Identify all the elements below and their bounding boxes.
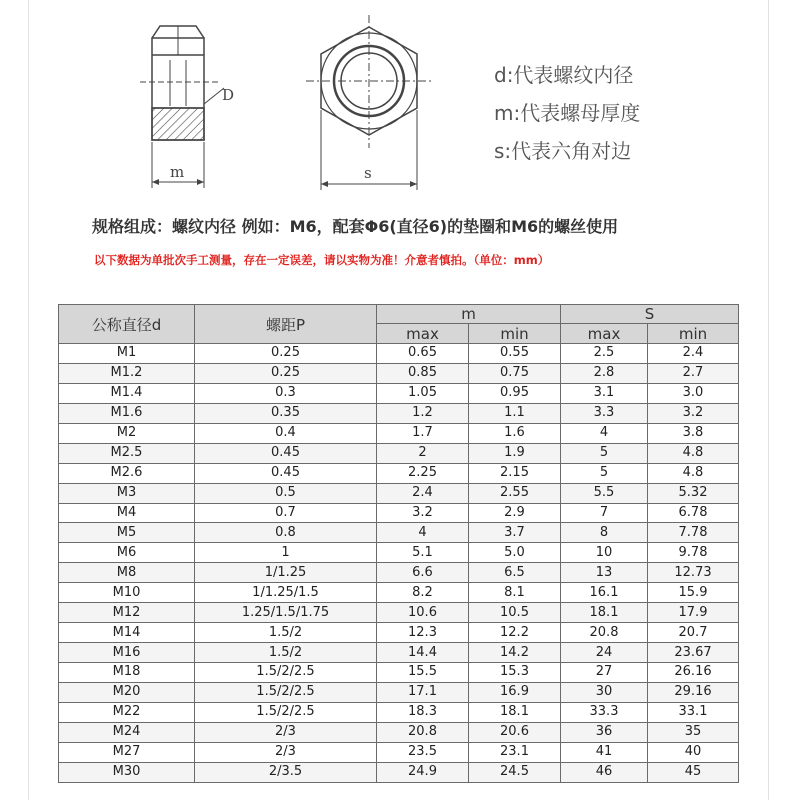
cell-m-min: 0.55 xyxy=(469,344,561,364)
label-m: m xyxy=(170,163,185,181)
cell-s-min: 9.78 xyxy=(648,543,739,563)
cell-m-min: 1.1 xyxy=(469,403,561,423)
cell-s-max: 27 xyxy=(561,663,648,683)
cell-pitch: 0.35 xyxy=(195,403,377,423)
cell-pitch: 1.5/2 xyxy=(195,643,377,663)
cell-diameter: M24 xyxy=(59,722,195,742)
cell-m-max: 8.2 xyxy=(377,583,469,603)
cell-s-min: 33.1 xyxy=(648,702,739,722)
label-s: s xyxy=(364,164,372,182)
cell-m-max: 1.7 xyxy=(377,423,469,443)
cell-s-max: 33.3 xyxy=(561,702,648,722)
cell-m-min: 24.5 xyxy=(469,762,561,782)
cell-diameter: M1.4 xyxy=(59,383,195,403)
cell-s-max: 13 xyxy=(561,563,648,583)
cell-s-max: 8 xyxy=(561,523,648,543)
cell-pitch: 1 xyxy=(195,543,377,563)
cell-s-min: 45 xyxy=(648,762,739,782)
hex-nut-diagrams xyxy=(0,0,800,200)
cell-m-max: 1.05 xyxy=(377,383,469,403)
cell-diameter: M2.6 xyxy=(59,463,195,483)
table-row xyxy=(59,663,739,683)
cell-m-min: 1.6 xyxy=(469,423,561,443)
cell-s-max: 5 xyxy=(561,463,648,483)
table-row xyxy=(59,344,739,364)
header-s-min: min xyxy=(648,324,739,344)
header-m-max: max xyxy=(377,324,469,344)
cell-s-max: 3.3 xyxy=(561,403,648,423)
cell-s-min: 23.67 xyxy=(648,643,739,663)
cell-diameter: M27 xyxy=(59,742,195,762)
cell-diameter: M4 xyxy=(59,503,195,523)
cell-s-max: 24 xyxy=(561,643,648,663)
cell-s-max: 4 xyxy=(561,423,648,443)
cell-m-max: 4 xyxy=(377,523,469,543)
cell-diameter: M16 xyxy=(59,643,195,663)
table-row xyxy=(59,643,739,663)
cell-s-max: 18.1 xyxy=(561,603,648,623)
cell-pitch: 1.5/2/2.5 xyxy=(195,702,377,722)
cell-s-min: 3.0 xyxy=(648,383,739,403)
legend-m: m:代表螺母厚度 xyxy=(494,101,641,125)
table-row xyxy=(59,503,739,523)
cell-pitch: 1.5/2 xyxy=(195,623,377,643)
table-row xyxy=(59,423,739,443)
cell-s-min: 35 xyxy=(648,722,739,742)
table-row xyxy=(59,742,739,762)
cell-s-min: 4.8 xyxy=(648,463,739,483)
cell-m-min: 3.7 xyxy=(469,523,561,543)
cell-diameter: M6 xyxy=(59,543,195,563)
cell-m-max: 20.8 xyxy=(377,722,469,742)
cell-s-min: 26.16 xyxy=(648,663,739,683)
cell-s-max: 36 xyxy=(561,722,648,742)
cell-s-max: 20.8 xyxy=(561,623,648,643)
cell-diameter: M1.6 xyxy=(59,403,195,423)
cell-diameter: M18 xyxy=(59,663,195,683)
cell-pitch: 1/1.25/1.5 xyxy=(195,583,377,603)
cell-m-max: 14.4 xyxy=(377,643,469,663)
cell-m-max: 3.2 xyxy=(377,503,469,523)
cell-diameter: M1 xyxy=(59,344,195,364)
cell-m-max: 12.3 xyxy=(377,623,469,643)
cell-m-min: 8.1 xyxy=(469,583,561,603)
cell-m-min: 2.55 xyxy=(469,483,561,503)
table-row xyxy=(59,762,739,782)
cell-pitch: 1.5/2/2.5 xyxy=(195,682,377,702)
cell-s-max: 2.5 xyxy=(561,344,648,364)
cell-s-min: 4.8 xyxy=(648,443,739,463)
cell-m-max: 24.9 xyxy=(377,762,469,782)
cell-s-max: 5.5 xyxy=(561,483,648,503)
cell-diameter: M10 xyxy=(59,583,195,603)
cell-pitch: 0.45 xyxy=(195,463,377,483)
cell-s-min: 17.9 xyxy=(648,603,739,623)
cell-s-min: 2.7 xyxy=(648,363,739,383)
cell-pitch: 0.25 xyxy=(195,363,377,383)
table-row xyxy=(59,403,739,423)
cell-m-max: 10.6 xyxy=(377,603,469,623)
cell-m-max: 15.5 xyxy=(377,663,469,683)
cell-s-max: 46 xyxy=(561,762,648,782)
cell-s-min: 29.16 xyxy=(648,682,739,702)
cell-m-max: 0.65 xyxy=(377,344,469,364)
cell-s-max: 7 xyxy=(561,503,648,523)
legend-s: s:代表六角对边 xyxy=(494,139,632,163)
cell-m-min: 0.75 xyxy=(469,363,561,383)
cell-diameter: M3 xyxy=(59,483,195,503)
cell-s-min: 12.73 xyxy=(648,563,739,583)
cell-m-min: 5.0 xyxy=(469,543,561,563)
table-row xyxy=(59,363,739,383)
cell-diameter: M14 xyxy=(59,623,195,643)
cell-m-max: 2.25 xyxy=(377,463,469,483)
header-s: S xyxy=(561,305,739,324)
cell-diameter: M30 xyxy=(59,762,195,782)
cell-s-max: 3.1 xyxy=(561,383,648,403)
cell-pitch: 1.5/2/2.5 xyxy=(195,663,377,683)
cell-s-max: 30 xyxy=(561,682,648,702)
cell-m-min: 2.15 xyxy=(469,463,561,483)
cell-m-max: 17.1 xyxy=(377,682,469,702)
cell-s-max: 10 xyxy=(561,543,648,563)
cell-diameter: M2 xyxy=(59,423,195,443)
cell-s-min: 20.7 xyxy=(648,623,739,643)
cell-pitch: 0.4 xyxy=(195,423,377,443)
cell-m-max: 0.85 xyxy=(377,363,469,383)
cell-m-min: 14.2 xyxy=(469,643,561,663)
cell-m-min: 0.95 xyxy=(469,383,561,403)
cell-pitch: 0.5 xyxy=(195,483,377,503)
cell-s-max: 2.8 xyxy=(561,363,648,383)
table-row xyxy=(59,702,739,722)
cell-m-max: 1.2 xyxy=(377,403,469,423)
cell-m-min: 6.5 xyxy=(469,563,561,583)
cell-s-max: 5 xyxy=(561,443,648,463)
cell-s-max: 16.1 xyxy=(561,583,648,603)
header-diameter: 公称直径d xyxy=(59,305,195,344)
cell-s-min: 15.9 xyxy=(648,583,739,603)
cell-diameter: M20 xyxy=(59,682,195,702)
legend-d: d:代表螺纹内径 xyxy=(494,63,634,87)
cell-m-min: 10.5 xyxy=(469,603,561,623)
cell-pitch: 2/3.5 xyxy=(195,762,377,782)
table-row xyxy=(59,383,739,403)
label-d: D xyxy=(222,86,235,104)
table-row xyxy=(59,563,739,583)
table-row xyxy=(59,682,739,702)
cell-pitch: 1.25/1.5/1.75 xyxy=(195,603,377,623)
spec-text: 规格组成：螺纹内径 例如：M6，配套Φ6(直径6)的垫圈和M6的螺丝使用 xyxy=(92,217,619,236)
cell-s-min: 5.32 xyxy=(648,483,739,503)
cell-m-min: 23.1 xyxy=(469,742,561,762)
cell-s-max: 41 xyxy=(561,742,648,762)
cell-pitch: 0.8 xyxy=(195,523,377,543)
table-row xyxy=(59,523,739,543)
cell-m-min: 18.1 xyxy=(469,702,561,722)
table-row xyxy=(59,543,739,563)
cell-m-min: 1.9 xyxy=(469,443,561,463)
cell-s-min: 3.8 xyxy=(648,423,739,443)
legend xyxy=(494,56,640,170)
cell-m-max: 18.3 xyxy=(377,702,469,722)
cell-m-min: 20.6 xyxy=(469,722,561,742)
cell-diameter: M12 xyxy=(59,603,195,623)
cell-pitch: 1/1.25 xyxy=(195,563,377,583)
disclaimer-note: 以下数据为单批次手工测量，存在一定误差，请以实物为准！介意者慎拍。（单位：mm） xyxy=(94,253,550,267)
cell-m-min: 2.9 xyxy=(469,503,561,523)
table-row xyxy=(59,583,739,603)
cell-m-max: 2 xyxy=(377,443,469,463)
cell-s-min: 6.78 xyxy=(648,503,739,523)
header-m: m xyxy=(377,305,561,324)
cell-m-max: 23.5 xyxy=(377,742,469,762)
cell-m-min: 16.9 xyxy=(469,682,561,702)
cell-s-min: 3.2 xyxy=(648,403,739,423)
header-m-min: min xyxy=(469,324,561,344)
cell-m-min: 15.3 xyxy=(469,663,561,683)
table-row xyxy=(59,483,739,503)
table-row xyxy=(59,463,739,483)
cell-diameter: M2.5 xyxy=(59,443,195,463)
header-pitch: 螺距P xyxy=(195,305,377,344)
cell-pitch: 2/3 xyxy=(195,742,377,762)
header-s-max: max xyxy=(561,324,648,344)
cell-pitch: 0.7 xyxy=(195,503,377,523)
cell-m-max: 6.6 xyxy=(377,563,469,583)
cell-s-min: 2.4 xyxy=(648,344,739,364)
cell-pitch: 0.3 xyxy=(195,383,377,403)
table-row xyxy=(59,443,739,463)
cell-m-min: 12.2 xyxy=(469,623,561,643)
table-row xyxy=(59,623,739,643)
cell-pitch: 0.25 xyxy=(195,344,377,364)
cell-diameter: M8 xyxy=(59,563,195,583)
dimension-table xyxy=(58,304,739,783)
cell-diameter: M1.2 xyxy=(59,363,195,383)
cell-m-max: 2.4 xyxy=(377,483,469,503)
cell-diameter: M22 xyxy=(59,702,195,722)
table-row xyxy=(59,603,739,623)
table-row xyxy=(59,722,739,742)
cell-s-min: 7.78 xyxy=(648,523,739,543)
cell-m-max: 5.1 xyxy=(377,543,469,563)
cell-s-min: 40 xyxy=(648,742,739,762)
cell-pitch: 2/3 xyxy=(195,722,377,742)
cell-pitch: 0.45 xyxy=(195,443,377,463)
cell-diameter: M5 xyxy=(59,523,195,543)
